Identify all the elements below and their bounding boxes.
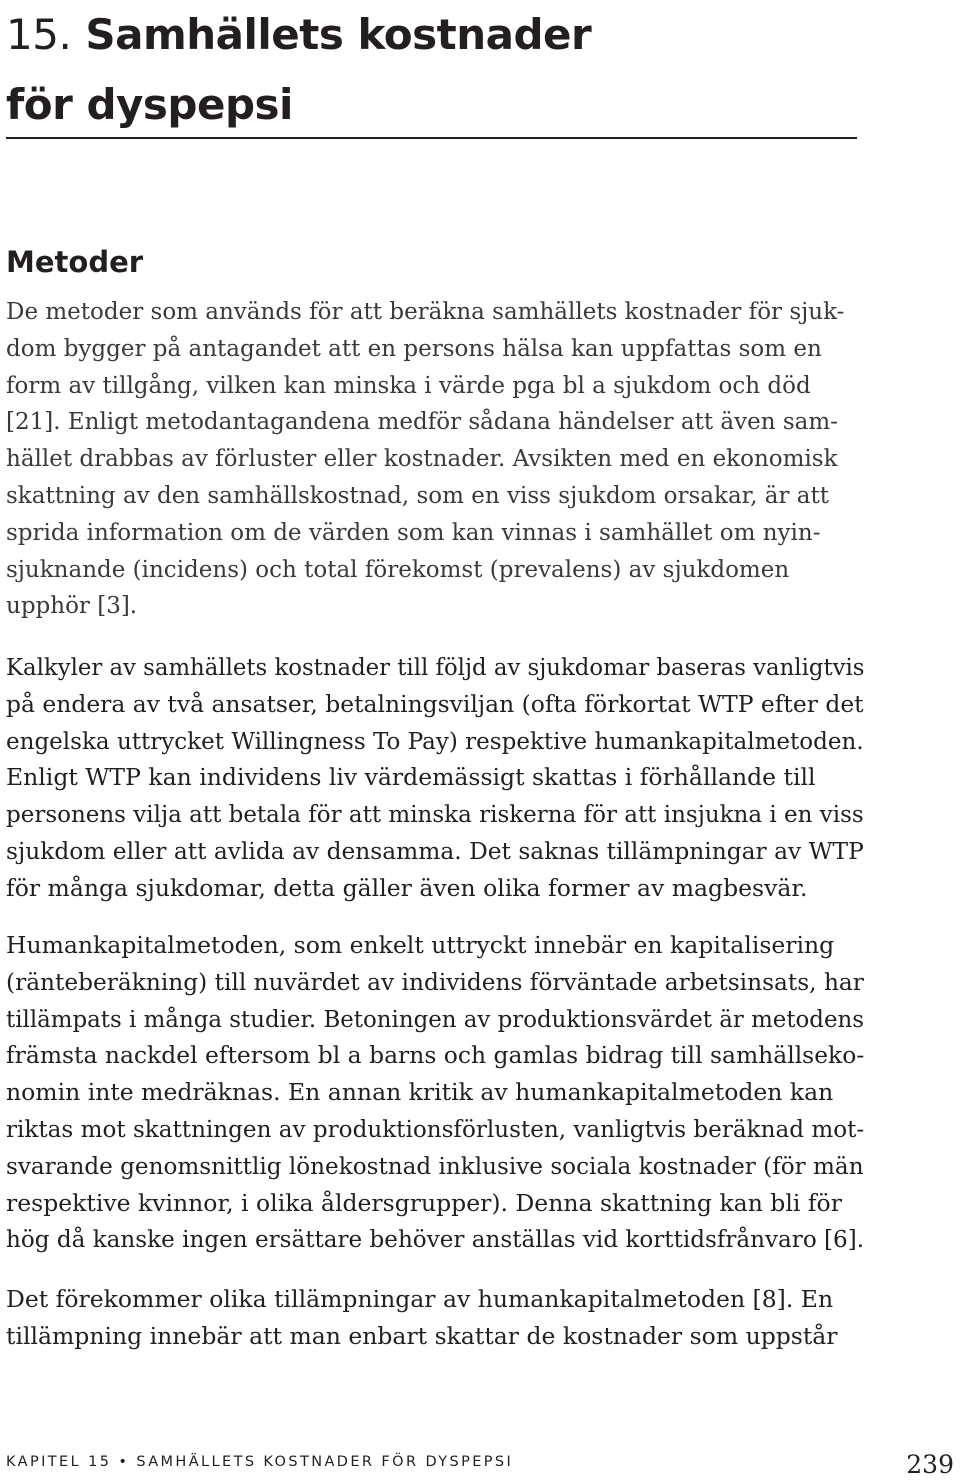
chapter-number: 15.	[6, 10, 72, 59]
text-line: tillämpats i många studier. Betoningen av produktionsvärdet är metodens	[6, 1004, 864, 1033]
text-line: nomin inte medräknas. En annan kritik av humankapitalmetoden kan	[6, 1078, 834, 1107]
text-line: respektive kvinnor, i olika åldersgrupper). Denna skattning kan bli för	[6, 1188, 842, 1217]
running-footer: KAPITEL 15 • SAMHÄLLETS KOSTNADER FÖR DYSPEPSI	[6, 1454, 514, 1470]
section-heading: Metoder	[6, 245, 144, 279]
paragraph-2	[6, 649, 864, 907]
text-line: engelska uttrycket Willingness To Pay) respektive humankapitalmetoden.	[6, 726, 864, 755]
text-line: Kalkyler av samhällets kostnader till följd av sjukdomar baseras vanligtvis	[6, 653, 865, 681]
text-line: Enligt WTP kan individens liv värdemässigt skattas i förhållande till	[6, 763, 816, 792]
text-line: sjukdom eller att avlida av densamma. Det saknas tillämpningar av WTP	[6, 836, 864, 865]
text-line: form av tillgång, vilken kan minska i värde pga bl a sjukdom och död	[6, 372, 811, 399]
chapter-title	[6, 0, 906, 140]
title-divider	[6, 137, 857, 139]
text-line: för många sjukdomar, detta gäller även olika former av magbesvär.	[6, 873, 808, 902]
text-line: hög då kanske ingen ersättare behöver anställas vid korttidsfrånvaro [6].	[6, 1225, 865, 1254]
paragraph-1	[6, 294, 864, 625]
chapter-title-line-2: för dyspepsi	[6, 80, 293, 129]
text-line: hället drabbas av förluster eller kostnader. Avsikten med en ekonomisk	[6, 446, 838, 473]
text-line: svarande genomsnittlig lönekostnad inklusive sociala kostnader (för män	[6, 1151, 864, 1180]
text-line: [21]. Enligt metodantagandena medför sådana händelser att även sam-	[6, 409, 838, 436]
chapter-title-line-1: Samhällets kostnader	[85, 10, 592, 59]
text-line: De metoder som används för att beräkna samhällets kostnader för sjuk-	[6, 299, 845, 325]
text-line: riktas mot skattningen av produktionsförlusten, vanligtvis beräknad mot-	[6, 1114, 865, 1143]
text-line: Det förekommer olika tillämpningar av humankapitalmetoden [8]. En	[6, 1285, 834, 1313]
text-line: sjuknande (incidens) och total förekomst (prevalens) av sjukdomen	[6, 556, 790, 583]
text-line: (ränteberäkning) till nuvärdet av individens förväntade arbetsinsats, har	[6, 967, 864, 996]
text-line: sprida information om de värden som kan vinnas i samhället om nyin-	[6, 519, 821, 546]
paragraph-4	[6, 1281, 864, 1355]
text-line: skattning av den samhällskostnad, som en viss sjukdom orsakar, är att	[6, 482, 829, 509]
text-line: personens vilja att betala för att minska riskerna för att insjukna i en viss	[6, 800, 864, 829]
text-line: dom bygger på antagandet att en persons hälsa kan uppfattas som en	[6, 335, 822, 362]
page-number: 239	[906, 1450, 954, 1479]
text-line: främsta nackdel eftersom bl a barns och gamlas bidrag till samhällseko-	[6, 1041, 865, 1070]
text-line: på endera av två ansatser, betalningsviljan (ofta förkortat WTP efter det	[6, 689, 864, 718]
text-line: upphör [3].	[6, 593, 138, 620]
text-line: Humankapitalmetoden, som enkelt uttryckt innebär en kapitalisering	[6, 931, 835, 959]
text-line: tillämpning innebär att man enbart skattar de kostnader som uppstår	[6, 1321, 838, 1350]
paragraph-3	[6, 927, 864, 1258]
